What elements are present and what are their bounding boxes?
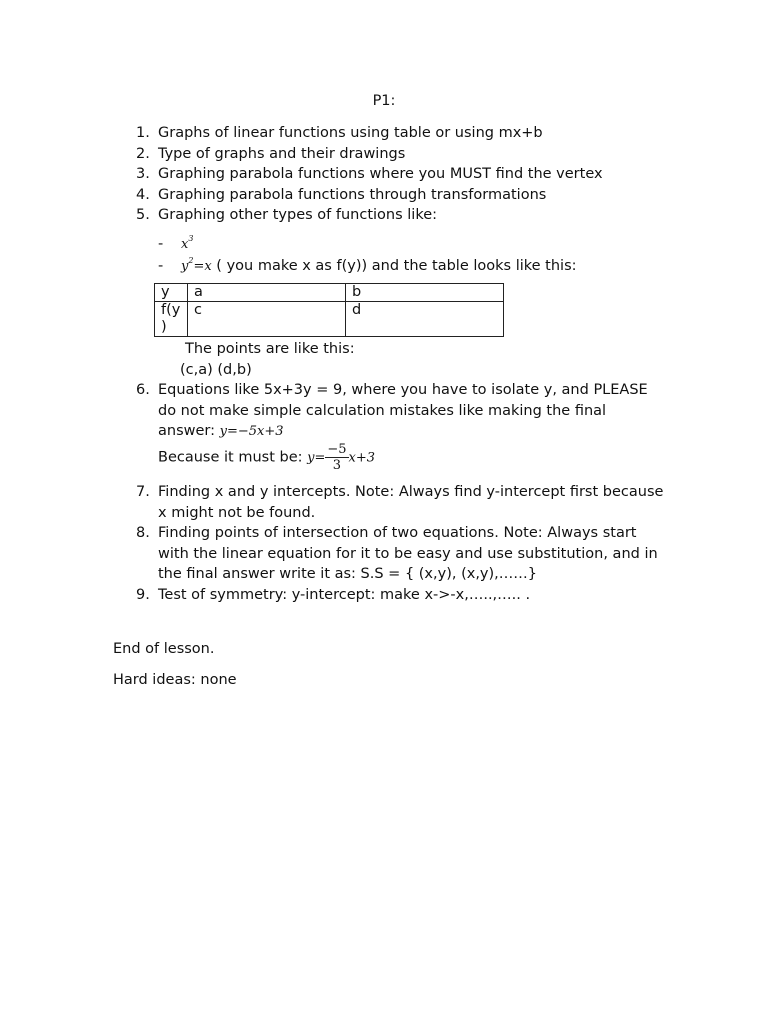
list-item-text: Graphing parabola functions where you MUST find the vertex [158,166,603,183]
values-table [154,283,504,337]
table-cell: y [155,284,188,302]
square-rhs: =x [193,259,212,274]
dash-marker: - [158,258,164,274]
list-number: 1. [136,125,150,141]
list-item [136,164,666,185]
list-item [136,185,666,206]
list-item-text: Finding points of intersection of two equations. Note: Always start with the linear equation for it to be easy and use substitution, and in the final answer write it as: S.S = { (x,y), (x,y),……} [158,525,658,583]
end-of-lesson: End of lesson. [113,641,215,657]
list-item-text: Finding x and y intercepts. Note: Always find y-intercept first because x might not be found. [158,484,664,521]
wrong-answer-formula: y=−5x+3 [219,424,284,440]
list-number: 9. [136,586,150,603]
table-cell: d [346,302,504,337]
fraction [325,443,348,472]
square-formula [181,256,212,274]
list-item-text: Graphing other types of functions like: [158,207,438,224]
square-explanation: ( you make x as f(y)) and the table looks like this: [211,258,577,274]
list-item [136,123,666,144]
list-item [136,523,666,585]
list-item [136,380,666,443]
list-number: 2. [136,145,150,162]
square-exponent: 2 [188,256,194,265]
list-item [136,482,666,523]
page-title: P1: [372,93,396,109]
topic-list-part-2 [136,482,666,606]
topic-list-item-6 [136,380,666,443]
table-cell: b [346,284,504,302]
list-number: 8. [136,525,150,542]
bullet-square [158,251,577,277]
list-item [136,144,666,165]
hard-ideas: Hard ideas: none [113,672,237,688]
table-row [155,302,504,337]
list-number: 6. [136,382,150,398]
list-item-text: Test of symmetry: y-intercept: make x->-x,…..,….. . [158,586,531,603]
list-number: 5. [136,207,150,224]
fraction-denominator: 3 [332,458,342,473]
list-item [136,585,666,606]
correct-answer-line [158,443,375,472]
list-number: 7. [136,484,150,500]
topic-list-part-1 [136,123,666,226]
list-item-text: Equations like 5x+3y = 9, where you have to isolate y, and PLEASE do not make simple calculation mistakes like making the final answer: [158,382,648,440]
correct-answer-rhs: x+3 [348,450,376,466]
correct-answer-lhs: y= [307,450,326,466]
square-base: y [181,259,189,274]
cube-exponent: 3 [188,234,194,243]
table-cell: c [188,302,346,337]
fraction-numerator: −5 [327,442,347,457]
table-row [155,284,504,302]
list-item-text: Graphs of linear functions using table or using mx+b [158,125,543,141]
points-label: The points are like this: [185,341,355,357]
list-number: 4. [136,186,150,203]
cube-base: x [181,237,189,252]
correct-answer-label: Because it must be: [158,449,308,466]
list-item-text: Type of graphs and their drawings [158,145,406,162]
list-item-text: Graphing parabola functions through transformations [158,186,547,203]
list-item [136,205,666,226]
list-number: 3. [136,166,150,183]
table-cell: f(y ) [155,302,188,337]
points-values: (c,a) (d,b) [180,362,252,378]
table-cell: a [188,284,346,302]
cube-formula [181,234,194,252]
dash-marker: - [158,236,164,252]
